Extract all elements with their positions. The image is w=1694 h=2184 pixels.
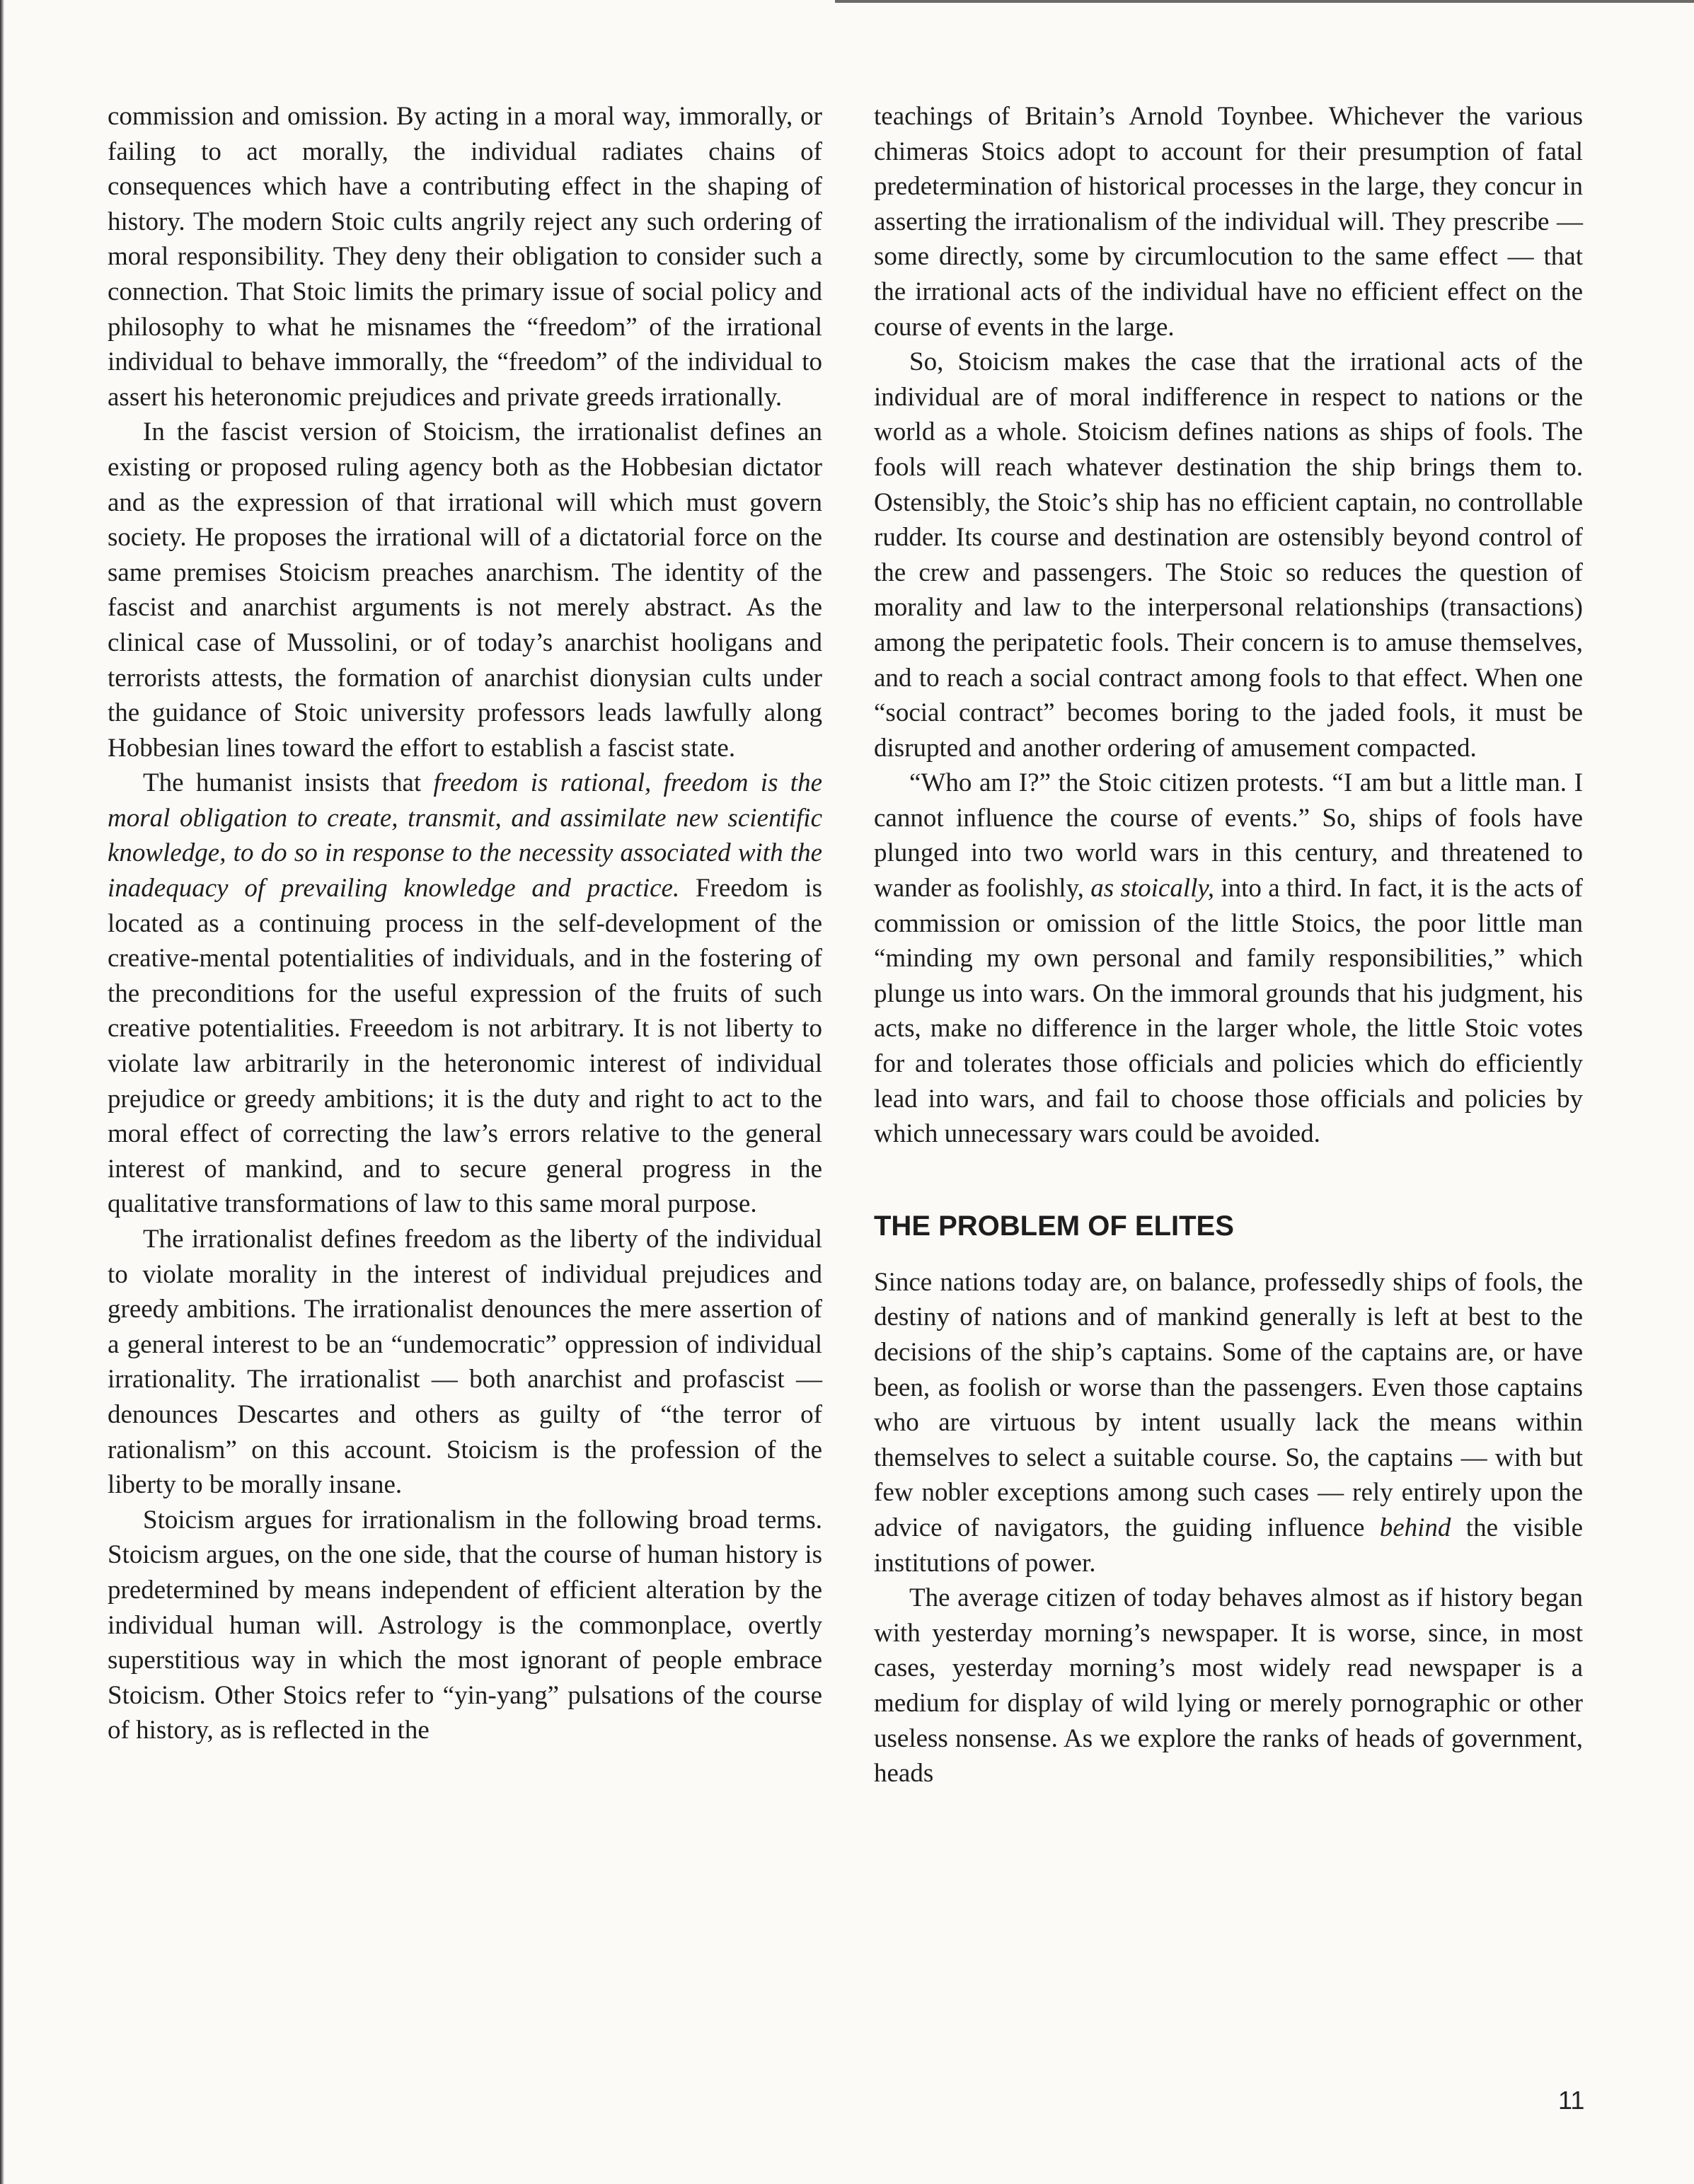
paragraph-elites [874, 1265, 1583, 1581]
paragraph: So, Stoicism makes the case that the irrational acts of the individual are of moral indifference in respect to nations or the world as a whole. Stoicism defines nations as ships of fools. The fools will reach whatever destination the ship brings them to. Ostensibly, the Stoic’s ship has no efficient captain, no controllable rudder. Its course and destination are ostensibly beyond control of the crew and passengers. The Stoic so reduces the question of morality and law to the interpersonal relationships (transactions) among the peripatetic fools. Their concern is to amuse themselves, and to reach a social contract among fools to that effect. When one “social contract” becomes boring to the jaded fools, it must be disrupted and another ordering of amusement compacted. [874, 347, 1583, 763]
text-run: “Who am I?” the Stoic citizen protests. “I am but a little man. I cannot influence the course of events.” So, ships of fools have plunged into two world wars in this century, and threatened to wander as foolishly, [874, 768, 1583, 903]
italic-text-run: as stoically, [1090, 874, 1215, 903]
paragraph: The irrationalist defines freedom as the liberty of the individual to violate morality in the interest of individual prejudices and greedy ambitions. The irrationalist denounces the mere assertion of a general interest to be an “undemocratic” oppression of individual irrationality. The irrationalist — both anarchist and profascist — denounces Descartes and others as guilty of “the terror of rationalism” on this account. Stoicism is the profession of the liberty to be morally insane. [108, 1225, 822, 1500]
text-run: The humanist insists that [143, 768, 434, 798]
text-run: into a third. In fact, it is the acts of commission or omission of the little Stoics, the poor little man “minding my own personal and family responsibilities,” which plunge us into wars. On the immoral grounds that his judgment, his acts, make no difference in the larger whole, the little Stoic votes for and tolerates those officials and policies which do efficiently lead into wars, and fail to choose those officials and policies by which unnecessary wars could be avoided. [874, 874, 1583, 1149]
section-heading: THE PROBLEM OF ELITES [874, 1210, 1234, 1242]
text-run: Freedom is located as a continuing process in the self-development of the creative-mental potentialities of individuals, and in the fostering of the preconditions for the useful expression of the fruits of such creative potentialities. Freeedom is not arbitrary. It is not liberty to violate law arbitrarily in the heteronomic interest of individual prejudice or greedy ambitions; it is the duty and right to act to the moral effect of correcting the law’s errors relative to the general interest of mankind, and to secure general progress in the qualitative transformations of law to this same moral purpose. [108, 874, 822, 1219]
text-run: the visible institutions of power. [874, 1513, 1583, 1578]
italic-text-run: behind [1379, 1513, 1451, 1542]
paragraph-who-am-i [874, 765, 1583, 1152]
paragraph: commission and omission. By acting in a moral way, immorally, or failing to act morally, the individual radiates chains of consequences which have a contributing effect in the shaping of history. The modern Stoic cults angrily reject any such ordering of moral responsibility. They deny their obligation to consider such a connection. That Stoic limits the primary issue of social policy and philosophy to what he misnames the “freedom” of the irrational individual to behave immorally, the “freedom” of the individual to assert his heteronomic prejudices and private greeds irrationally. [108, 102, 822, 412]
left-column [108, 99, 822, 1748]
italic-text-run: freedom is rational, freedom is the moral obligation to create, transmit, and assimilate new scientific knowledge, to do so in response to the necessity associated with the inadequacy of prevailing knowledge and practice. [108, 768, 823, 903]
paragraph: In the fascist version of Stoicism, the irrationalist defines an existing or proposed ruling agency both as the Hobbesian dictator and as the expression of that irrational will which must govern society. He proposes the irrational will of a dictatorial force on the same premises Stoicism preaches anarchism. The identity of the fascist and anarchist arguments is not merely abstract. As the clinical case of Mussolini, or of today’s anarchist hooligans and terrorists attests, the formation of anarchist dionysian cults under the guidance of Stoic university professors leads lawfully along Hobbesian lines toward the effort to establish a fascist state. [108, 417, 822, 763]
top-rule [835, 0, 1694, 3]
right-column [874, 99, 1583, 1791]
text-run: Since nations today are, on balance, professedly ships of fools, the destiny of nations and of mankind generally is left at best to the decisions of the ship’s captains. Some of the captains are, or have been, as foolish or worse than the passengers. Even those captains who are virtuous by intent usually lack the means within themselves to select a suitable course. So, the captains — with but few nobler exceptions among such cases — rely entirely upon the advice of navigators, the guiding influence [874, 1267, 1583, 1542]
page-number: 11 [1558, 2086, 1585, 2115]
paragraph-humanist [108, 765, 822, 1222]
paragraph: Stoicism argues for irrationalism in the following broad terms. Stoicism argues, on the one side, that the course of human history is predetermined by means independent of efficient alteration by the individual human will. Astrology is the commonplace, overtly superstitious way in which the most ignorant of people embrace Stoicism. Other Stoics refer to “yin-yang” pulsations of the course of history, as is reflected in the [108, 1505, 822, 1745]
paragraph: teachings of Britain’s Arnold Toynbee. Whichever the various chimeras Stoics adopt to account for their presumption of fatal predetermination of historical processes in the large, they concur in asserting the irrationalism of the individual will. They prescribe — some directly, some by circumlocution to the same effect — that the irrational acts of the individual have no efficient effect on the course of events in the large. [874, 102, 1583, 342]
page-edge-shadow [0, 0, 4, 2184]
paragraph: The average citizen of today behaves almost as if history began with yesterday morning’s newspaper. It is worse, since, in most cases, yesterday morning’s most widely read newspaper is a medium for display of wild lying or merely pornographic or other useless nonsense. As we explore the ranks of heads of government, heads [874, 1583, 1583, 1789]
